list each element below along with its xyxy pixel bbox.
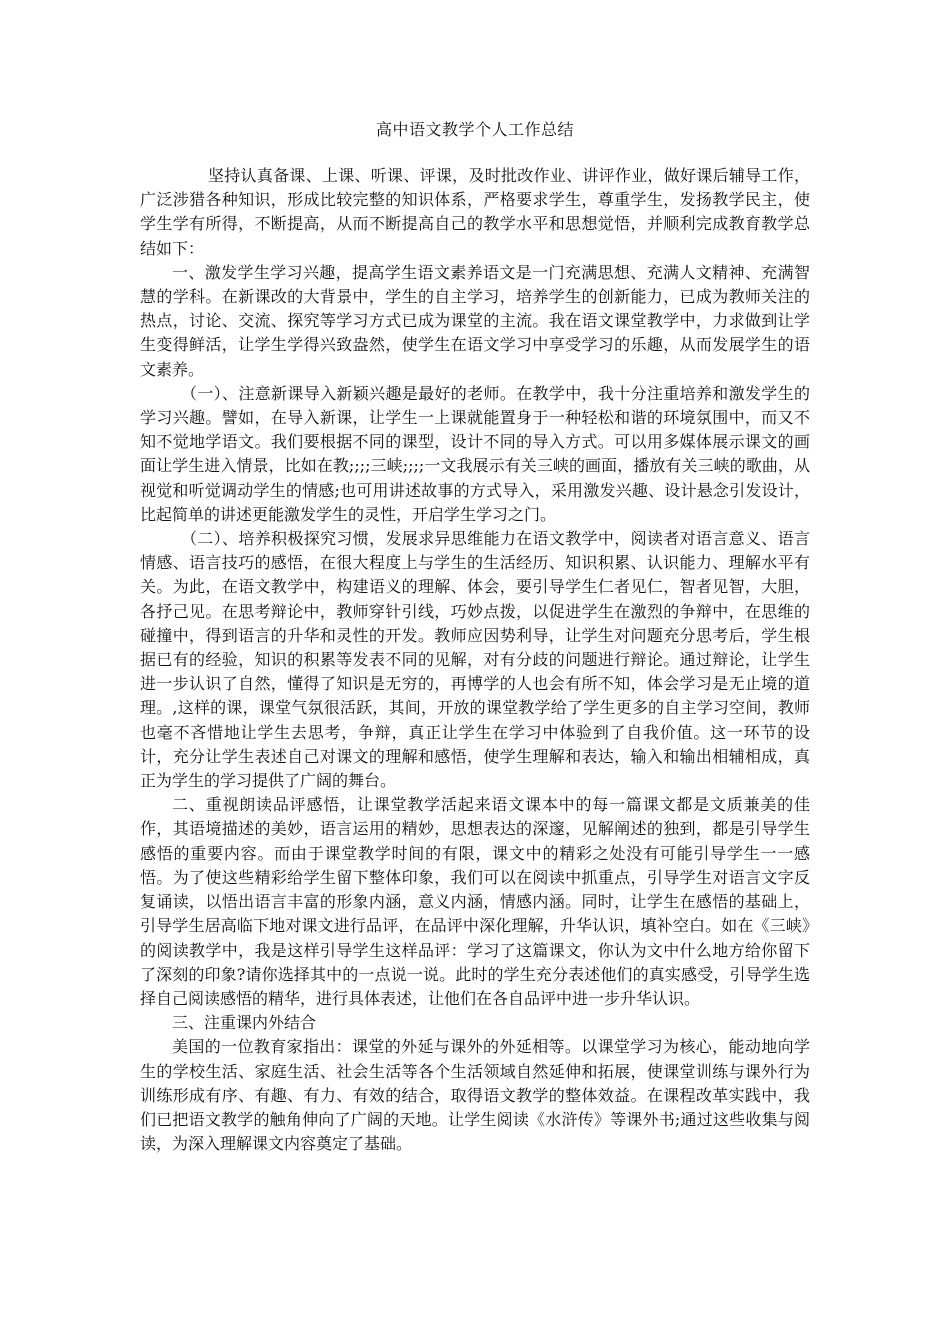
paragraph-section-3: 美国的一位教育家指出：课堂的外延与课外的外延相等。以课堂学习为核心，能动地向学生的学校生活、家庭生活、社会生活等各个生活领域自然延伸和拓展，使课堂训练与课外行为训练形成有序、有趣、有力、有效的结合，取得语文教学的整体效益。在课程改革实践中，我们已把语文教学的触角伸向了广阔的天地。让学生阅读《水浒传》等课外书;通过这些收集与阅读，为深入理解课文内容奠定了基础。 [140,1037,810,1154]
paragraph-section-1: 一、激发学生学习兴趣，提高学生语文素养语文是一门充满思想、充满人文精神、充满智慧的学科。在新课改的大背景中，学生的自主学习，培养学生的创新能力，已成为教师关注的热点，讨论、交流、探究等学习方式已成为课堂的主流。我在语文课堂教学中，力求做到让学生变得鲜活，让学生学得兴致盎然，使学生在语文学习中享受学习的乐趣，从而发展学生的语文素养。 [140,262,810,379]
document-body [140,164,810,1156]
paragraph-intro: 坚持认真备课、上课、听课、评课，及时批改作业、讲评作业，做好课后辅导工作，广泛涉猎各种知识，形成比较完整的知识体系，严格要求学生，尊重学生，发扬教学民主，使学生学有所得，不断提高，从而不断提高自己的教学水平和思想觉悟，并顺利完成教育教学总结如下： [140,166,810,258]
paragraph-subsection-2: （二）、培养积极探究习惯，发展求异思维能力在语文教学中，阅读者对语言意义、语言情感、语言技巧的感悟，在很大程度上与学生的生活经历、知识积累、认识能力、理解水平有关。为此，在语文教学中，构建语义的理解、体会，要引导学生仁者见仁，智者见智，大胆，各抒己见。在思考辩论中，教师穿针引线，巧妙点拨，以促进学生在激烈的争辩中，在思维的碰撞中，得到语言的升华和灵性的开发。教师应因势利导，让学生对问题充分思考后，学生根据已有的经验，知识的积累等发表不同的见解，对有分歧的问题进行辩论。通过辩论，让学生进一步认识了自然，懂得了知识是无穷的，再博学的人也会有所不知，体会学习是无止境的道理。,这样的课，课堂气氛很活跃，其间，开放的课堂教学给了学生更多的自主学习空间，教师也毫不吝惜地让学生去思考，争辩，真正让学生在学习中体验到了自我价值。这一环节的设计，充分让学生表述自己对课文的理解和感悟，使学生理解和表达，输入和输出相辅相成，真正为学生的学习提供了广阔的舞台。 [140,529,810,791]
paragraph-subsection-1: （一）、注意新课导入新颖兴趣是最好的老师。在教学中，我十分注重培养和激发学生的学习兴趣。譬如，在导入新课，让学生一上课就能置身于一种轻松和谐的环境氛围中，而又不知不觉地学语文。我们要根据不同的课型，设计不同的导入方式。可以用多媒体展示课文的画面让学生进入情景，比如在教;;;;三峡;;;;一文我展示有关三峡的画面，播放有关三峡的歌曲，从视觉和听觉调动学生的情感;也可用讲述故事的方式导入，采用激发兴趣、设计悬念引发设计，比起简单的讲述更能激发学生的灵性，开启学生学习之门。 [140,383,810,524]
paragraph-section-2: 二、重视朗读品评感悟，让课堂教学活起来语文课本中的每一篇课文都是文质兼美的佳作，其语境描述的美妙，语言运用的精妙，思想表达的深邃，见解阐述的独到，都是引导学生感悟的重要内容。而由于课堂教学时间的有限，课文中的精彩之处没有可能引导学生一一感悟。为了使这些精彩给学生留下整体印象，我们可以在阅读中抓重点，引导学生对语言文字反复诵读，以悟出语言丰富的形象内涵，意义内涵，情感内涵。同时，让学生在感悟的基础上，引导学生居高临下地对课文进行品评，在品评中深化理解，升华认识，填补空白。如在《三峡》的阅读教学中，我是这样引导学生这样品评：学习了这篇课文，你认为文中什么地方给你留下了深刻的印象?请你选择其中的一点说一说。此时的学生充分表述他们的真实感受，引导学生选择自己阅读感悟的精华，进行具体表述，让他们在各自品评中进一步升华认识。 [140,795,810,1008]
document-title: 高中语文教学个人工作总结 [375,120,574,139]
paragraph-section-3-heading: 三、注重课内外结合 [172,1013,317,1033]
